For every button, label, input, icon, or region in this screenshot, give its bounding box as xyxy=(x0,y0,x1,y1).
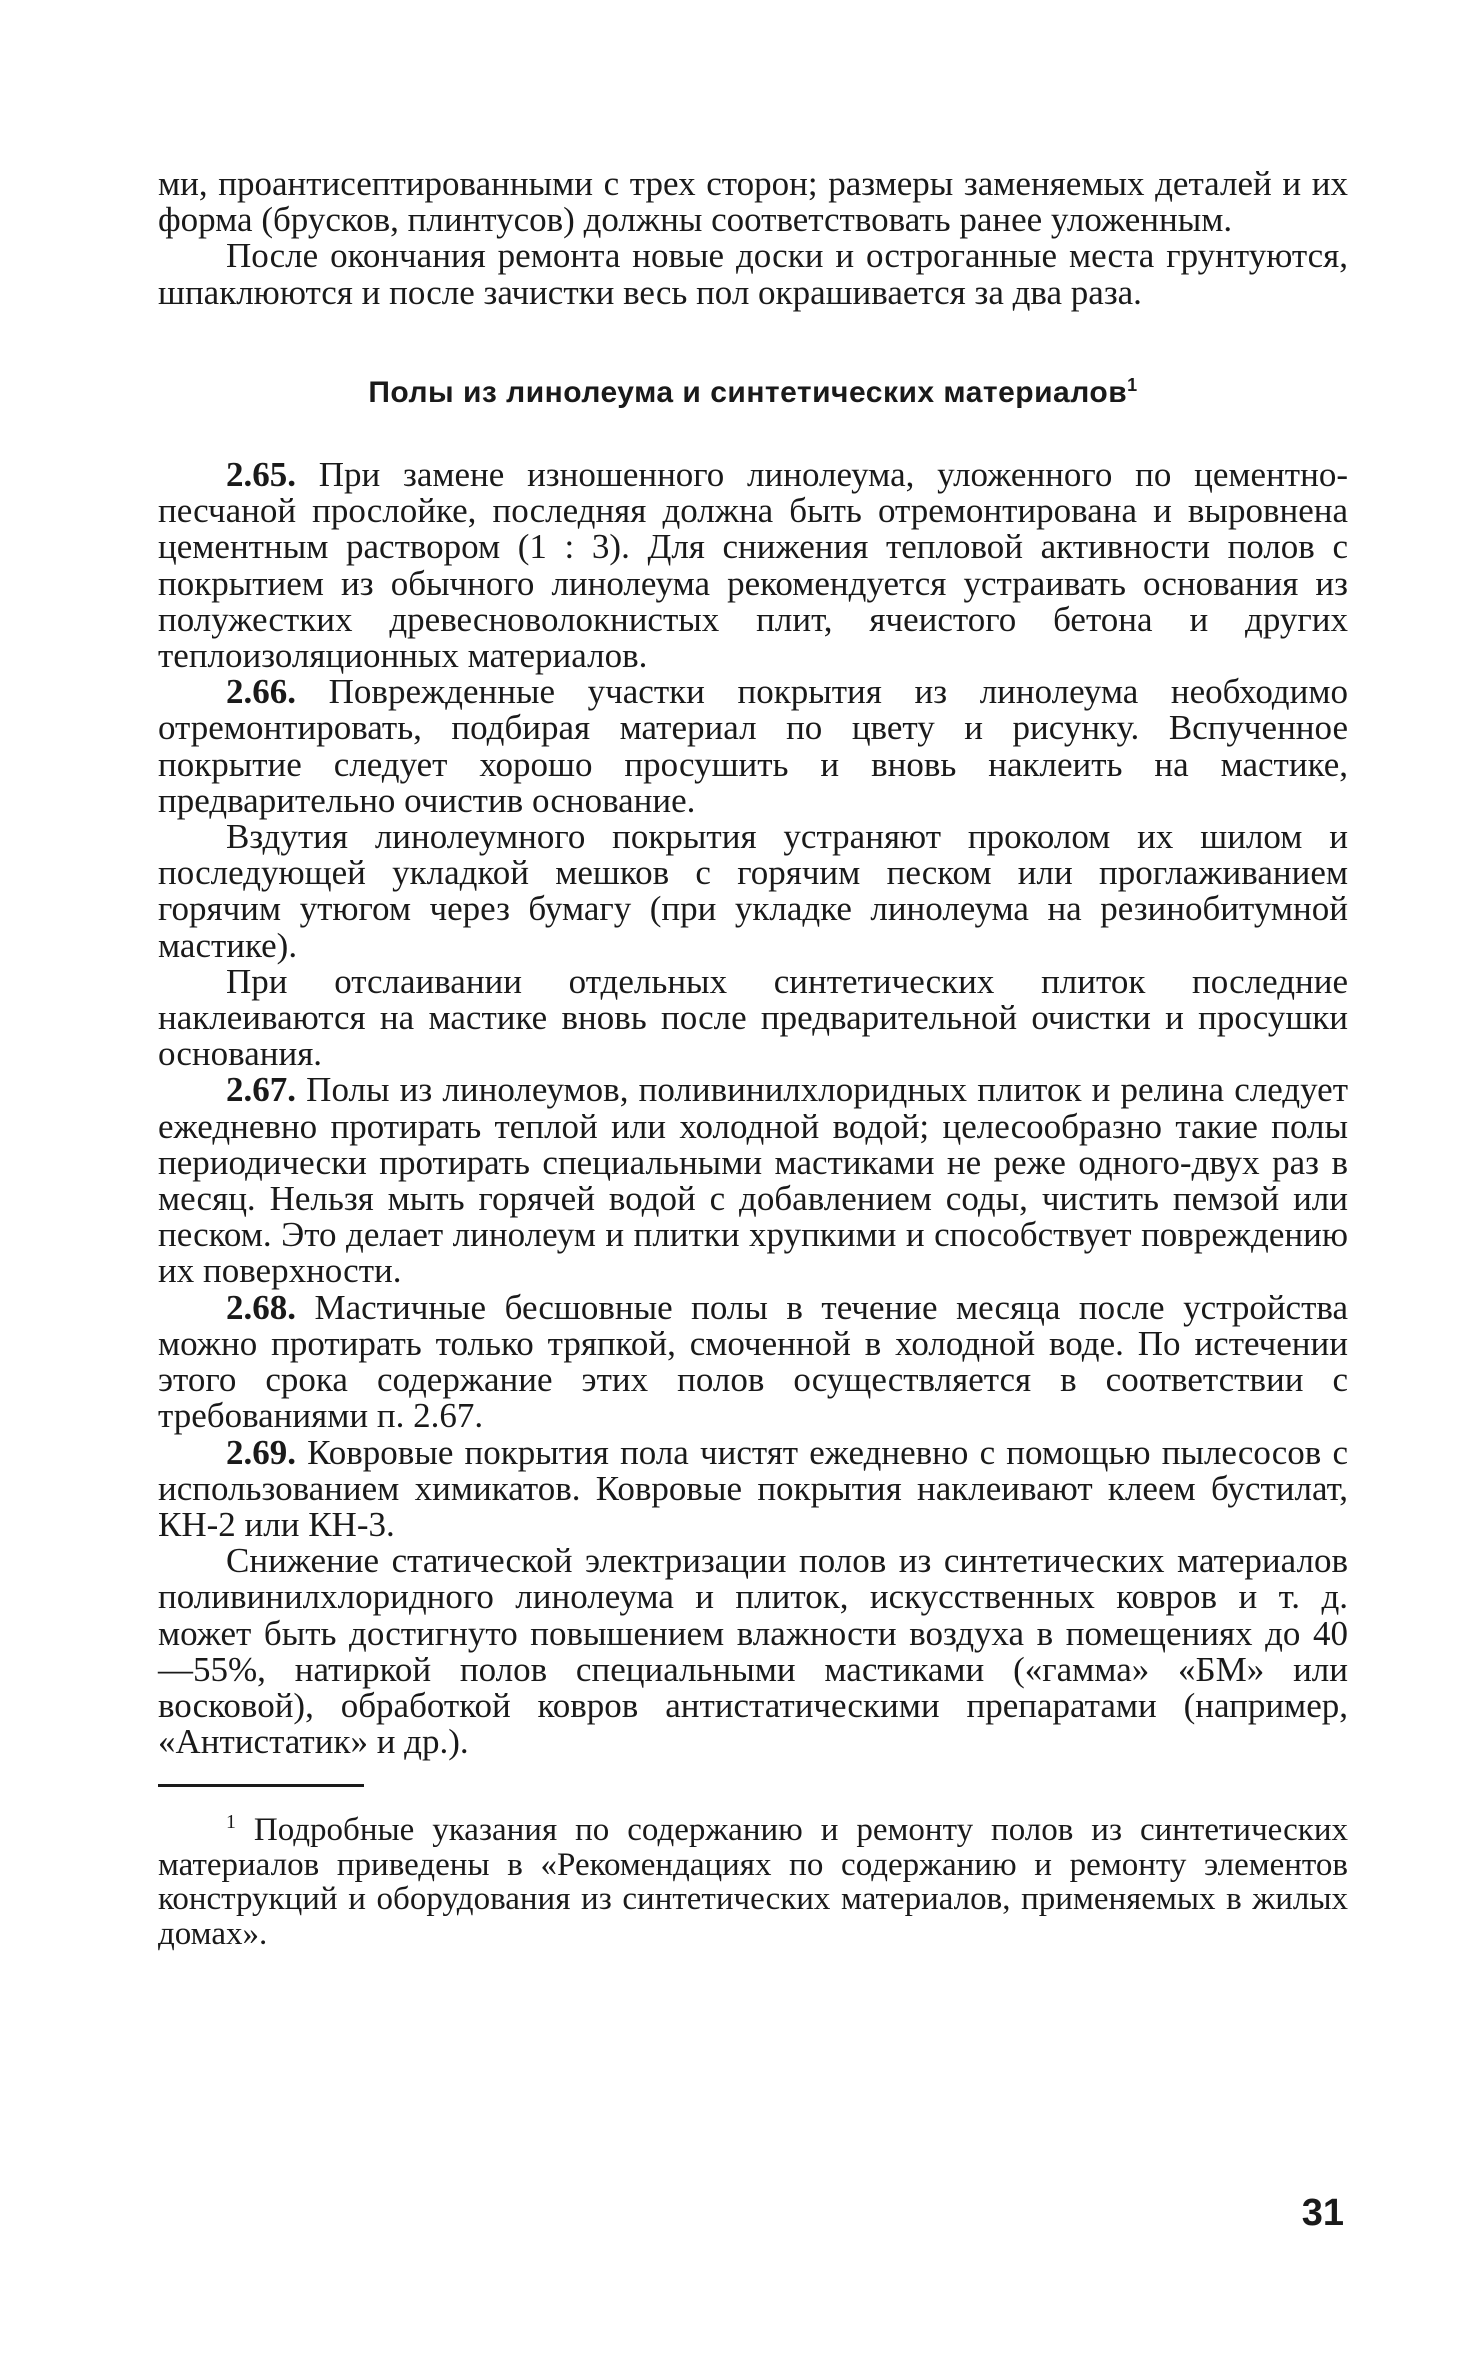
page-number: 31 xyxy=(1301,2192,1344,2234)
section-heading xyxy=(158,375,1348,411)
item-number: 2.65. xyxy=(226,455,296,495)
section-title: Полы из линолеума и синтетических материалов xyxy=(368,375,1128,409)
item-text: При замене изношенного линолеума, уложенного по цементно-песчаной прослойке, последняя должна быть отремонтирована и выровнена цементным раствором (1 : 3). Для снижения тепловой активности полов с покрытием из обычного линолеума рекомендуется устраивать основания из полужестких древесноволокнистых плит, ячеистого бетона и других теплоизоляционных материалов. xyxy=(158,455,1348,676)
item-number: 2.66. xyxy=(226,672,296,712)
paragraph-bulges: Вздутия линолеумного покрытия устраняют проколом их шилом и последующей укладкой мешков с горячим песком или проглаживанием горячим утюгом через бумагу (при укладке линолеума на резинобитумной мастике). xyxy=(158,817,1348,965)
item-number: 2.68. xyxy=(226,1287,296,1327)
item-2-69 xyxy=(158,1432,1348,1544)
footnote-text: Подробные указания по содержанию и ремонту полов из синтетических материалов приведены в «Рекомендациях по содержанию и ремонту элементов конструкций и оборудования из синтетических материалов, применяемых в жилых домах». xyxy=(158,1812,1348,1952)
section-footnote-mark: 1 xyxy=(1127,374,1138,395)
footnote-divider xyxy=(158,1784,364,1787)
item-text: Ковровые покрытия пола чистят ежедневно с помощью пылесосов с использованием химикатов. Ковровые покрытия наклеивают клеем бустилат, КН-2 или КН-3. xyxy=(158,1432,1348,1544)
item-number: 2.67. xyxy=(226,1070,296,1110)
footnote-mark: 1 xyxy=(226,1811,236,1834)
page-body xyxy=(158,166,1348,1951)
item-2-68 xyxy=(158,1287,1348,1436)
item-2-67 xyxy=(158,1072,1348,1289)
item-number: 2.69. xyxy=(226,1432,296,1472)
item-2-66 xyxy=(158,674,1348,819)
item-text: Поврежденные участки покрытия из линолеума необходимо отремонтировать, подбирая материал по цвету и рисунку. Вспученное покрытие следует хорошо просушить и вновь наклеить на мастике, предварительно очистив основание. xyxy=(158,672,1348,820)
item-text: Мастичные бесшовные полы в течение месяца после устройства можно протирать только тряпкой, смоченной в холодной воде. По истечении этого срока содержание этих полов осуществляется в соответствии с требованиями п. 2.67. xyxy=(158,1287,1348,1436)
item-2-65 xyxy=(158,457,1348,674)
paragraph-tiles: При отслаивании отдельных синтетических плиток последние наклеиваются на мастике вновь после предварительной очистки и просушки основания. xyxy=(158,961,1348,1074)
paragraph-continuation: ми, проантисептированными с трех сторон; размеры заменяемых деталей и их форма (брусков, плинтусов) должны соответствовать ранее уложенным. xyxy=(158,164,1348,240)
footnote xyxy=(158,1813,1348,1951)
paragraph-static: Снижение статической электризации полов из синтетических материалов поливинилхлоридного линолеума и плиток, искусственных ковров и т. д. может быть достигнуто повышением влажности воздуха в помещениях до 40—55%, натиркой полов специальными мастиками («гамма» «БМ» или восковой), обработкой ковров антистатическими препаратами (например, «Антистатик» и др.). xyxy=(158,1541,1348,1762)
paragraph-after-repair: После окончания ремонта новые доски и остроганные места грунтуются, шпаклюются и после зачистки весь пол окрашивается за два раза. xyxy=(158,236,1348,312)
item-text: Полы из линолеумов, поливинилхлоридных плиток и релина следует ежедневно протирать теплой или холодной водой; целесообразно такие полы периодически протирать специальными мастиками не реже одного-двух раз в месяц. Нельзя мыть горячей водой с добавлением соды, чистить пемзой или песком. Это делает линолеум и плитки хрупкими и способствует повреждению их поверхности. xyxy=(158,1070,1348,1291)
